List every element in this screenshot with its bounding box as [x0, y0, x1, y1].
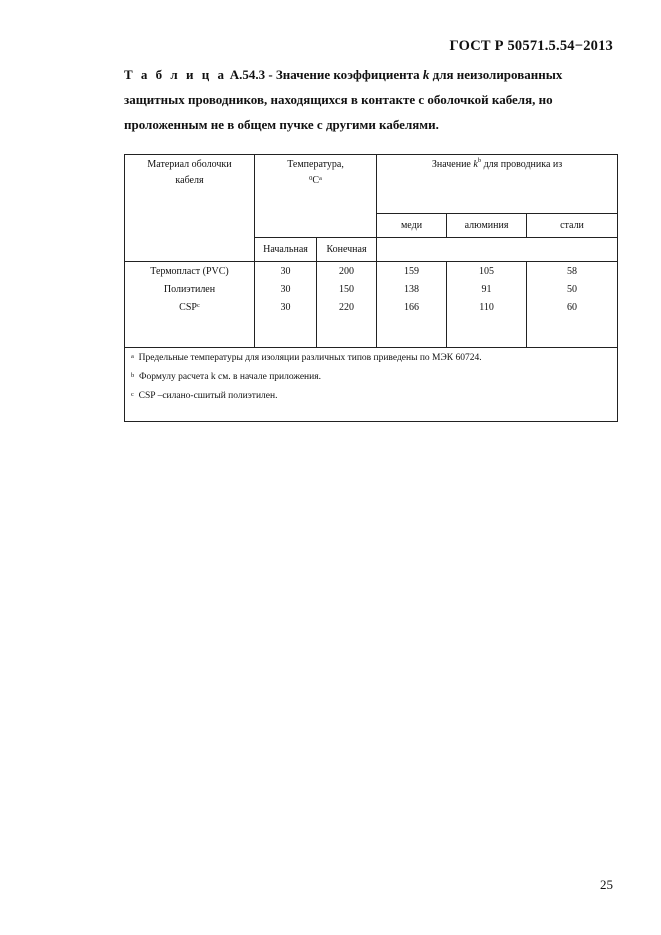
header-value-k: k — [473, 159, 478, 170]
header-aluminium: алюминия — [447, 214, 527, 238]
note-b-ref: b — [477, 157, 482, 164]
copper-column — [377, 262, 447, 348]
degree-sup: 0 — [309, 175, 313, 182]
caption-k-symbol: k — [422, 67, 430, 82]
initial-row-1: 30 — [280, 266, 291, 277]
header-temperature — [255, 155, 377, 238]
caption-text-before: Значение коэффициента — [275, 67, 420, 82]
caption-label: Т а б л и ц а — [124, 67, 227, 82]
final-row-1: 200 — [339, 266, 354, 277]
coefficient-table — [124, 154, 618, 422]
aluminium-row-3: 110 — [479, 302, 494, 313]
footnote-c: $^c$ CSP –силано-сшитый полиэтилен. — [131, 391, 278, 401]
header-value-prefix: Значение — [431, 159, 471, 170]
document-standard-header: ГОСТ Р 50571.5.54−2013 — [449, 38, 613, 54]
footnote-b: $^b$ Формулу расчета k см. в начале приложения. — [131, 372, 321, 382]
header-value — [377, 155, 618, 214]
steel-row-1: 58 — [567, 266, 578, 277]
note-c-ref: c — [196, 302, 200, 309]
header-value-suffix: для проводника из — [483, 159, 563, 170]
steel-row-2: 50 — [567, 284, 578, 295]
unit-letter: С — [312, 175, 320, 186]
copper-row-2: 138 — [404, 284, 420, 295]
initial-row-3: 30 — [280, 302, 291, 313]
header-copper: меди — [377, 214, 447, 238]
header-final: Конечная — [317, 238, 377, 262]
header-temperature-label: Температура, — [287, 159, 344, 170]
header-material-label: Материал оболочки кабеля — [147, 159, 232, 186]
aluminium-row-1: 105 — [479, 266, 495, 277]
header-steel: стали — [527, 214, 618, 238]
steel-column — [527, 262, 618, 348]
note-a-ref: a — [319, 175, 322, 182]
header-material — [125, 155, 255, 262]
material-row-1: Термопласт (PVC) — [150, 266, 229, 277]
header-empty — [377, 238, 618, 262]
initial-temp-column — [255, 262, 317, 348]
aluminium-row-2: 91 — [481, 284, 492, 295]
header-temperature-unit — [255, 173, 376, 189]
header-initial: Начальная — [255, 238, 317, 262]
final-row-3: 220 — [339, 302, 354, 313]
page-number: 25 — [600, 877, 613, 892]
table-caption — [124, 62, 618, 137]
table-footnotes — [125, 348, 618, 422]
final-row-2: 150 — [339, 284, 354, 295]
aluminium-column — [447, 262, 527, 348]
caption-number: А.54.3 - — [229, 67, 273, 82]
final-temp-column — [317, 262, 377, 348]
table-data-row — [125, 262, 618, 348]
copper-row-3: 166 — [404, 302, 420, 313]
copper-row-1: 159 — [404, 266, 420, 277]
material-row-3: CSP$^c$ — [179, 302, 200, 313]
caption-text-after: для неизолированных защитных проводников, находящихся в контакте с оболочкой кабеля, но проложенным не в общем пучке с другими кабелями. — [124, 67, 563, 132]
steel-row-3: 60 — [567, 302, 578, 313]
footnote-a: $^a$ Предельные температуры для изоляции различных типов приведены по МЭК 60724. — [131, 353, 482, 363]
material-column — [125, 262, 255, 348]
initial-row-2: 30 — [280, 284, 291, 295]
material-row-2: Полиэтилен — [163, 284, 216, 295]
